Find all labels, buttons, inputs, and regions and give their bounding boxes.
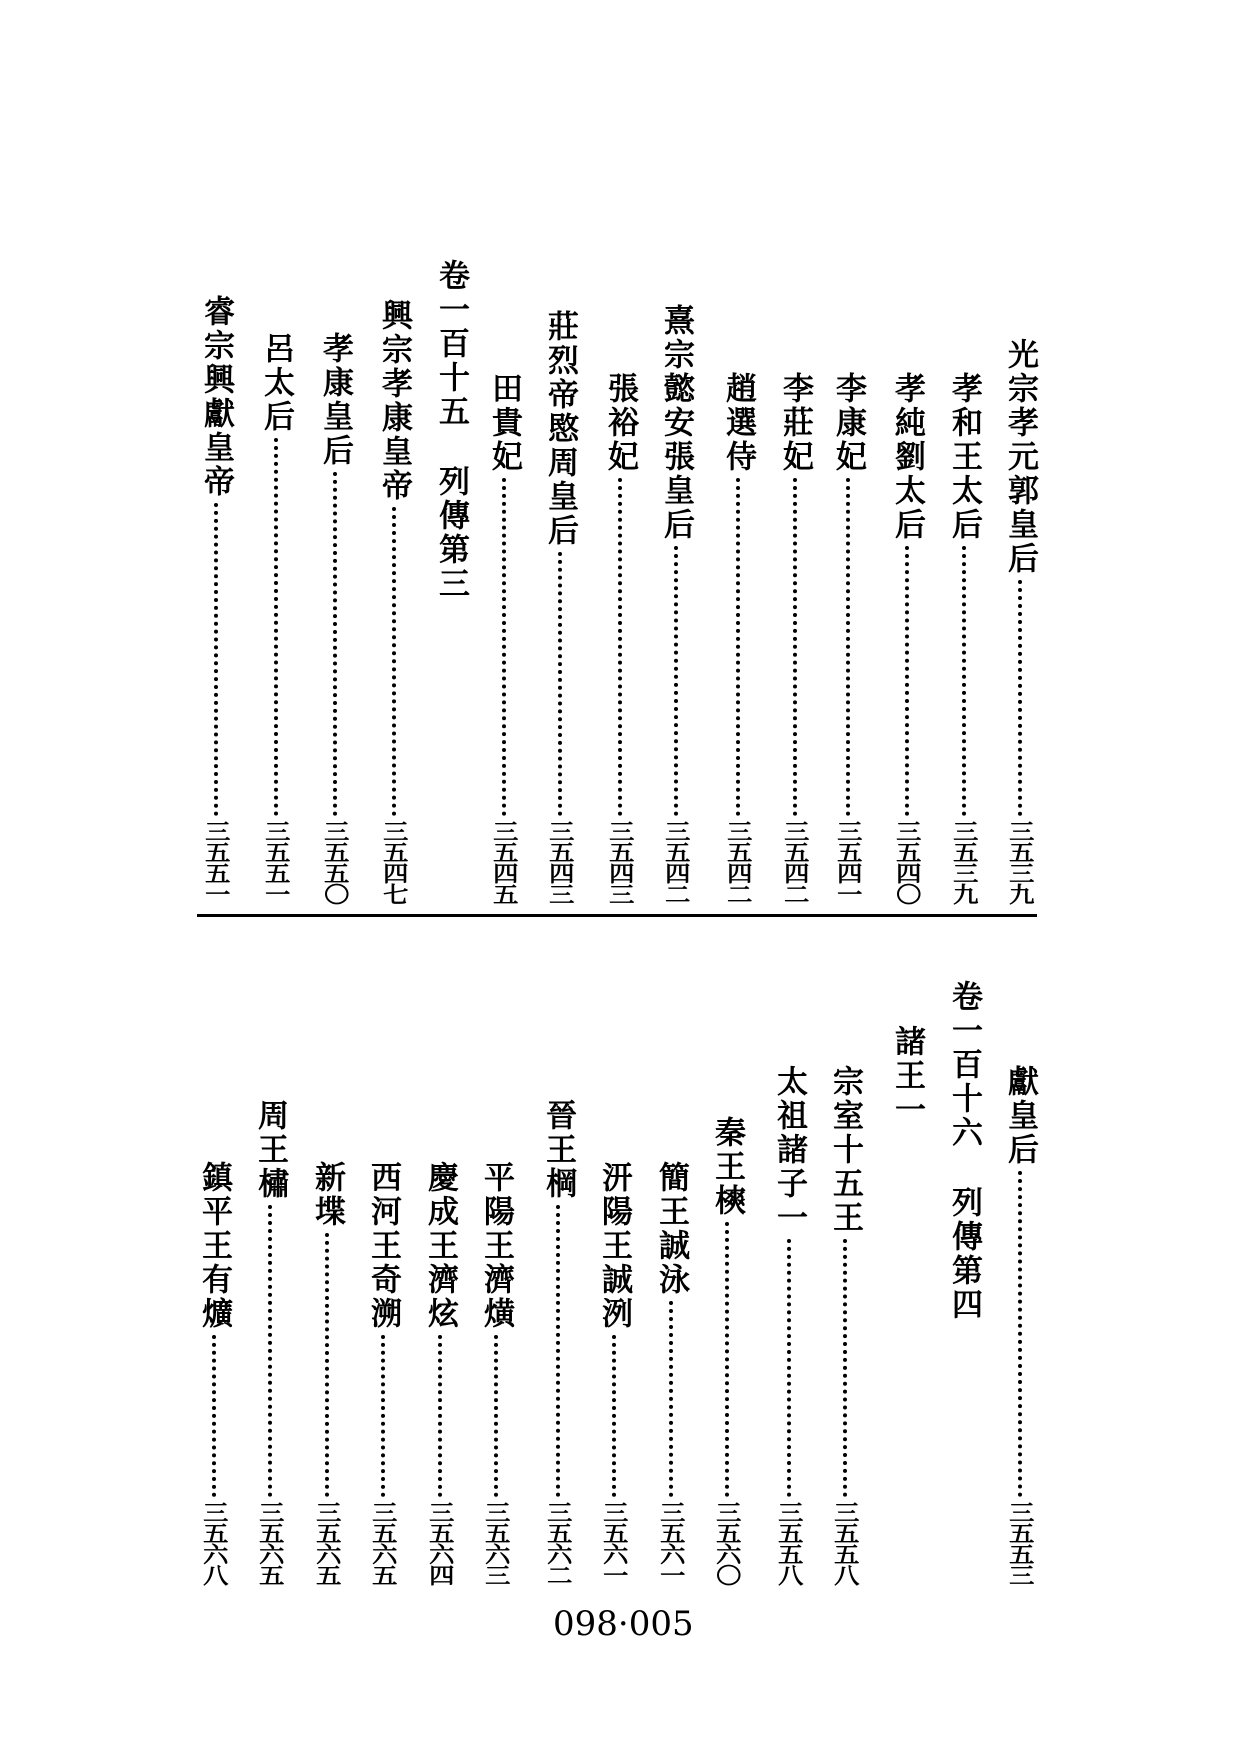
entry-page: 三五四七: [379, 820, 409, 904]
toc-entry[interactable]: [998, 1065, 1042, 1585]
entry-title: 汧陽王誠洌: [596, 1161, 632, 1331]
entry-page: 三五四一: [833, 820, 863, 904]
entry-page: 三五六五: [368, 1501, 398, 1585]
entry-page: 三五四二: [661, 820, 691, 904]
toc-entry[interactable]: [773, 372, 817, 904]
entry-title: 呂太后: [258, 332, 294, 434]
dot-leader: [669, 1301, 673, 1497]
toc-entry[interactable]: [194, 295, 238, 904]
entry-page: 三五四五: [489, 820, 519, 904]
volume-heading: [429, 259, 473, 601]
entry-page: 三五六一: [599, 1501, 629, 1585]
entry-page: 三五四二: [780, 820, 810, 904]
entry-title: 秦王樉: [709, 1116, 745, 1218]
entry-page: 三五六八: [199, 1501, 229, 1585]
toc-entry[interactable]: [482, 372, 526, 904]
volume-number: 卷一百十六: [946, 980, 982, 1150]
toc-entry[interactable]: [716, 372, 760, 904]
volume-number: 卷一百十五: [433, 259, 469, 429]
section-divider: [197, 914, 1037, 917]
toc-entry[interactable]: [372, 299, 416, 904]
dot-leader: [674, 546, 678, 816]
toc-entry[interactable]: [305, 1161, 349, 1585]
entry-title: 西河王奇溯: [365, 1161, 401, 1331]
entry-page: 三五六五: [255, 1501, 285, 1585]
entry-title: 孝和王太后: [946, 372, 982, 542]
entry-title: 李莊妃: [777, 372, 813, 474]
toc-entry[interactable]: [536, 1099, 580, 1585]
dot-leader: [392, 507, 396, 816]
entry-title: 趙選侍: [720, 372, 756, 474]
entry-title: 莊烈帝愍周皇后: [542, 310, 578, 548]
entry-title: 鎮平王有爌: [196, 1161, 232, 1331]
toc-entry[interactable]: [361, 1161, 405, 1585]
entry-page: 三五五八: [830, 1501, 860, 1585]
dot-leader: [214, 503, 218, 816]
dot-leader: [494, 1335, 498, 1497]
toc-entry[interactable]: [767, 1065, 811, 1585]
dot-leader: [502, 478, 506, 816]
dot-leader: [793, 478, 797, 816]
entry-page: 三五五三: [1005, 1501, 1035, 1585]
entry-page: 三五五一: [201, 820, 231, 904]
dot-leader: [333, 472, 337, 816]
dot-leader: [736, 478, 740, 816]
entry-title: 興宗孝康皇帝: [376, 299, 412, 503]
toc-entry[interactable]: [649, 1161, 693, 1585]
entry-page: 三五六〇: [712, 1501, 742, 1585]
entry-page: 三五四〇: [892, 820, 922, 904]
entry-title: 光宗孝元郭皇后: [1002, 338, 1038, 576]
toc-entry[interactable]: [592, 1161, 636, 1585]
entry-page: 三五五一: [261, 820, 291, 904]
toc-entry[interactable]: [474, 1161, 518, 1585]
toc-entry[interactable]: [313, 332, 357, 904]
toc-entry[interactable]: [998, 338, 1042, 904]
dot-leader: [1018, 580, 1022, 816]
volume-section: 列傳第四: [946, 1186, 982, 1322]
volume-heading: [942, 980, 986, 1322]
entry-title: 孝純劉太后: [889, 372, 925, 542]
dot-leader: [843, 1239, 847, 1497]
dot-leader: [618, 478, 622, 816]
entry-title: 獻皇后: [1002, 1065, 1038, 1167]
entry-title: 田貴妃: [486, 372, 522, 474]
entry-title: 熹宗懿安張皇后: [658, 304, 694, 542]
entry-title: 太祖諸子一: [771, 1065, 807, 1235]
entry-page: 三五六四: [425, 1501, 455, 1585]
entry-title: 新堞: [309, 1161, 345, 1229]
entry-page: 三五四三: [605, 820, 635, 904]
toc-entry[interactable]: [885, 372, 929, 904]
toc-entry[interactable]: [248, 1099, 292, 1585]
dot-leader: [846, 478, 850, 816]
entry-page: 三五五八: [774, 1501, 804, 1585]
dot-leader: [787, 1239, 791, 1497]
entry-page: 三五三九: [1005, 820, 1035, 904]
entry-title: 宗室十五王: [827, 1065, 863, 1235]
entry-title: 諸王一: [889, 1025, 925, 1127]
toc-entry[interactable]: [942, 372, 986, 904]
entry-page: 三五五〇: [320, 820, 350, 904]
dot-leader: [268, 1205, 272, 1497]
entry-title: 慶成王濟炫: [422, 1161, 458, 1331]
entry-title: 睿宗興獻皇帝: [198, 295, 234, 499]
entry-page: 三五六五: [312, 1501, 342, 1585]
dot-leader: [612, 1335, 616, 1497]
dot-leader: [438, 1335, 442, 1497]
toc-entry[interactable]: [418, 1161, 462, 1585]
toc-entry[interactable]: [654, 304, 698, 904]
entry-title: 簡王誠泳: [653, 1161, 689, 1297]
section-heading: [885, 1025, 929, 1127]
toc-entry[interactable]: [538, 310, 582, 904]
entry-page: 三五六一: [656, 1501, 686, 1585]
toc-entry[interactable]: [826, 372, 870, 904]
page-code: 098·005: [553, 1604, 694, 1644]
entry-title: 周王橚: [252, 1099, 288, 1201]
entry-page: 三五六三: [481, 1501, 511, 1585]
dot-leader: [558, 552, 562, 816]
volume-section: 列傳第三: [433, 465, 469, 601]
toc-entry[interactable]: [823, 1065, 867, 1585]
entry-page: 三五三九: [949, 820, 979, 904]
toc-entry[interactable]: [254, 332, 298, 904]
entry-page: 三五六二: [543, 1501, 573, 1585]
entry-title: 張裕妃: [602, 372, 638, 474]
entry-title: 李康妃: [830, 372, 866, 474]
toc-entry[interactable]: [192, 1161, 236, 1585]
entry-page: 三五四三: [545, 820, 575, 904]
dot-leader: [962, 546, 966, 816]
dot-leader: [556, 1205, 560, 1497]
dot-leader: [905, 546, 909, 816]
entry-title: 平陽王濟熿: [478, 1161, 514, 1331]
dot-leader: [212, 1335, 216, 1497]
toc-entry[interactable]: [705, 1116, 749, 1585]
entry-page: 三五四二: [723, 820, 753, 904]
dot-leader: [274, 438, 278, 816]
dot-leader: [381, 1335, 385, 1497]
dot-leader: [1018, 1171, 1022, 1497]
toc-entry[interactable]: [598, 372, 642, 904]
dot-leader: [725, 1222, 729, 1497]
entry-title: 孝康皇后: [317, 332, 353, 468]
dot-leader: [325, 1233, 329, 1497]
entry-title: 晉王棡: [540, 1099, 576, 1201]
